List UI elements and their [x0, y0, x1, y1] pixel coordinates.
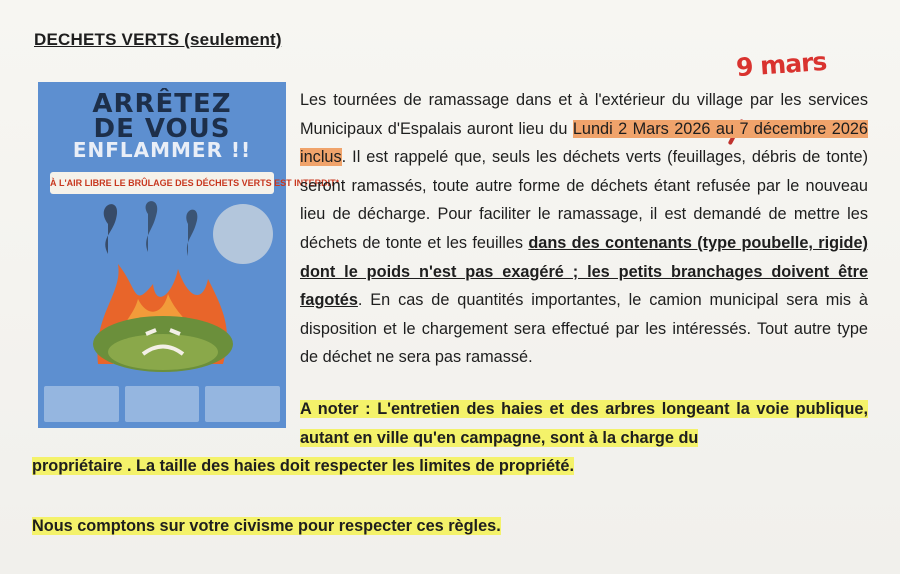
poster-title-line2: DE VOUS — [93, 113, 231, 144]
closing-text: Nous comptons sur votre civisme pour respecter ces règles. — [32, 517, 501, 535]
hedge-note — [300, 395, 868, 452]
poster-image — [38, 82, 340, 428]
fire-illustration — [38, 194, 286, 374]
hedge-note-continued — [32, 452, 574, 481]
poster-footer — [44, 386, 280, 422]
hedge-note-text: A noter : L'entretien des haies et des arbres longeant la voie publique, autant en ville qu'en campagne, sont à la charge du — [300, 400, 868, 447]
main-paragraph — [300, 86, 868, 372]
paragraph-part2: . Il est rappelé que, seuls les déchets verts (feuillages, débris de tonte) seront ramassés, toute autre forme de déchets étant refusée par le nouveau lieu de décharge. Pour faciliter le ramassage, il est demandé de mettre les déchets de tonte et les feuilles — [300, 148, 868, 252]
poster-title-line1: ARRÊTEZ — [92, 89, 232, 119]
poster-footer-block — [205, 386, 280, 422]
poster-title-line3: ENFLAMMER !! — [72, 138, 252, 163]
handwritten-correction: 9 mars — [735, 46, 828, 83]
paragraph-part1: Les tournées de ramassage dans et à l'extérieur du village par les services Municipaux d'Espalais auront lieu du — [300, 91, 868, 138]
paragraph-part3: . En cas de quantités importantes, le camion municipal sera mis à disposition et le chargement sera effectué par les intéressés. Tout autre type de déchet ne sera pas ramassé. — [300, 291, 868, 367]
closing-statement — [32, 512, 501, 541]
poster-title — [38, 89, 286, 163]
hedge-note-line-b: propriétaire . La taille des haies doit respecter les limites de propriété. — [32, 457, 574, 475]
container-instructions: dans des contenants (type poubelle, rigide) dont le poids n'est pas exagéré ; les petits branchages doivent être fagotés — [300, 233, 868, 310]
poster-footer-block — [44, 386, 119, 422]
poster-banner: À L'AIR LIBRE LE BRÛLAGE DES DÉCHETS VERTS EST INTERDIT* — [50, 172, 274, 194]
section-heading: DECHETS VERTS (seulement) — [34, 30, 282, 49]
poster-footer-block — [125, 386, 200, 422]
date-range-highlight: Lundi 2 Mars 2026 au 7 décembre 2026 inclus — [300, 119, 868, 167]
